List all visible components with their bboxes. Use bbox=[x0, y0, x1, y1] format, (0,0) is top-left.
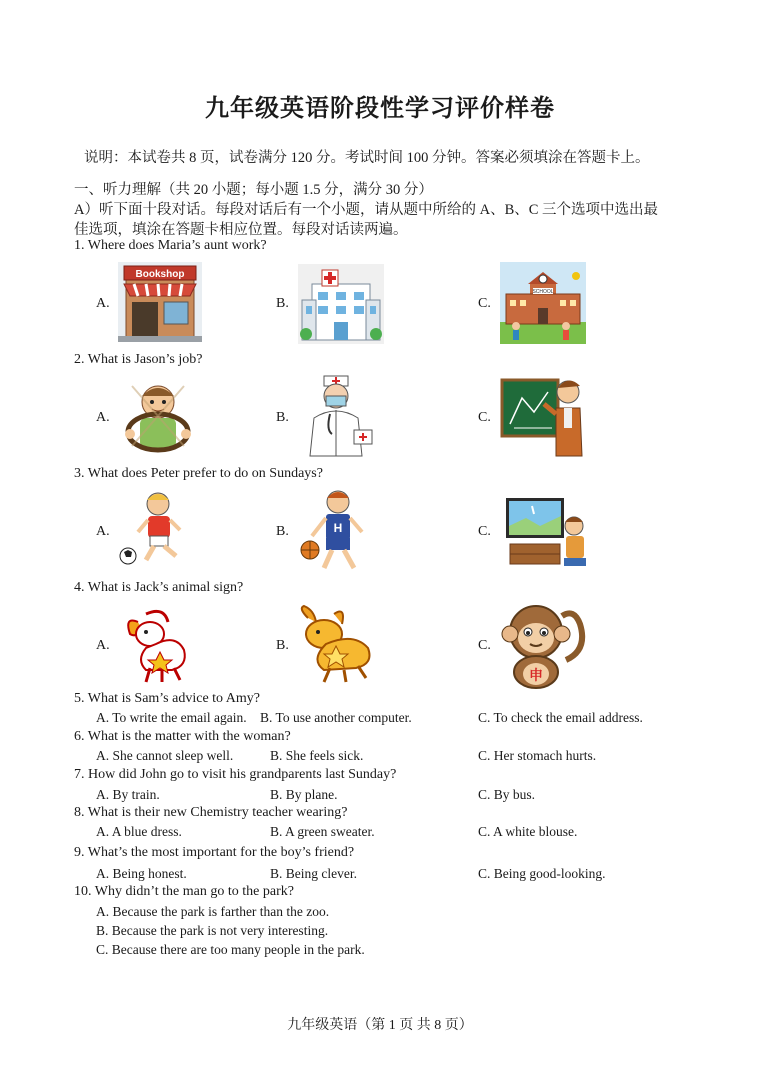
q1-option-b-label: B. bbox=[276, 296, 289, 311]
q4-option-c-label: C. bbox=[478, 638, 491, 653]
svg-text:H: H bbox=[333, 521, 343, 535]
q9-option-c: C. Being good-looking. bbox=[478, 866, 606, 881]
football-icon bbox=[116, 490, 196, 570]
bookshop-icon bbox=[118, 262, 202, 342]
q9-option-a: A. Being honest. bbox=[96, 866, 187, 881]
q4-option-b-label: B. bbox=[276, 638, 289, 653]
q9-option-b: B. Being clever. bbox=[270, 866, 357, 881]
question-4-text: 4. What is Jack’s animal sign? bbox=[74, 580, 244, 595]
q6-option-c: C. Her stomach hurts. bbox=[478, 748, 597, 763]
q4-option-a-label: A. bbox=[96, 638, 110, 653]
goat-icon bbox=[116, 604, 196, 684]
question-10-text: 10. Why didn’t the man go to the park? bbox=[74, 884, 294, 899]
q1-option-c-label: C. bbox=[478, 296, 491, 311]
bookshop-sign-text: Bookshop bbox=[135, 269, 185, 280]
q2-option-b-label: B. bbox=[276, 410, 289, 425]
school-icon bbox=[500, 262, 586, 344]
q10-option-b: B. Because the park is not very interesting. bbox=[96, 923, 329, 938]
page-title: 九年级英语阶段性学习评价样卷 bbox=[205, 94, 555, 122]
question-9-text: 9. What’s the most important for the boy’s friend? bbox=[74, 845, 355, 860]
basketball-icon bbox=[296, 488, 376, 572]
q10-option-a: A. Because the park is farther than the zoo. bbox=[96, 904, 330, 919]
q5-option-b: B. To use another computer. bbox=[260, 710, 412, 725]
monkey-sign-text: 申 bbox=[529, 668, 543, 684]
q8-option-c: C. A white blouse. bbox=[478, 824, 578, 839]
question-5-text: 5. What is Sam’s advice to Amy? bbox=[74, 691, 260, 706]
question-2-text: 2. What is Jason’s job? bbox=[74, 352, 203, 367]
monkey-icon bbox=[496, 600, 588, 690]
q6-option-b: B. She feels sick. bbox=[270, 748, 364, 763]
school-sign-text: SCHOOL bbox=[532, 289, 554, 295]
question-1-text: 1. Where does Maria’s aunt work? bbox=[74, 238, 267, 253]
question-8-text: 8. What is their new Chemistry teacher wearing? bbox=[74, 805, 348, 820]
watching-tv-icon bbox=[500, 496, 588, 568]
q2-option-c-label: C. bbox=[478, 410, 491, 425]
driver-icon bbox=[118, 376, 198, 456]
q7-option-a: A. By train. bbox=[96, 787, 160, 802]
q6-option-a: A. She cannot sleep well. bbox=[96, 748, 234, 763]
q5-option-a: A. To write the email again. bbox=[96, 710, 247, 725]
exam-note: 说明：本试卷共 8 页，试卷满分 120 分。考试时间 100 分钟。答案必须填涂在答题卡上。 bbox=[84, 150, 650, 166]
instructions-line-2: 佳选项，填涂在答题卡相应位置。每段对话读两遍。 bbox=[74, 222, 408, 238]
q7-option-c: C. By bus. bbox=[478, 787, 536, 802]
q3-option-a-label: A. bbox=[96, 524, 110, 539]
doctor-icon bbox=[296, 374, 376, 458]
q1-option-a-label: A. bbox=[96, 296, 110, 311]
q5-option-c: C. To check the email address. bbox=[478, 710, 643, 725]
instructions-line-1: A）听下面十段对话。每段对话后有一个小题，请从题中所给的 A、B、C 三个选项中选出最 bbox=[74, 202, 659, 218]
question-3-text: 3. What does Peter prefer to do on Sundays? bbox=[74, 466, 323, 481]
teacher-icon bbox=[500, 374, 586, 458]
q10-option-c: C. Because there are too many people in the park. bbox=[96, 942, 365, 957]
q7-option-b: B. By plane. bbox=[270, 787, 338, 802]
q3-option-c-label: C. bbox=[478, 524, 491, 539]
q8-option-b: B. A green sweater. bbox=[270, 824, 375, 839]
section-heading: 一、听力理解（共 20 小题；每小题 1.5 分，满分 30 分） bbox=[74, 182, 433, 198]
page-footer: 九年级英语（第 1 页 共 8 页） bbox=[287, 1018, 473, 1033]
question-6-text: 6. What is the matter with the woman? bbox=[74, 729, 291, 744]
q8-option-a: A. A blue dress. bbox=[96, 824, 182, 839]
question-7-text: 7. How did John go to visit his grandparents last Sunday? bbox=[74, 767, 397, 782]
ox-icon bbox=[294, 604, 376, 684]
hospital-icon bbox=[298, 264, 384, 344]
q2-option-a-label: A. bbox=[96, 410, 110, 425]
q3-option-b-label: B. bbox=[276, 524, 289, 539]
